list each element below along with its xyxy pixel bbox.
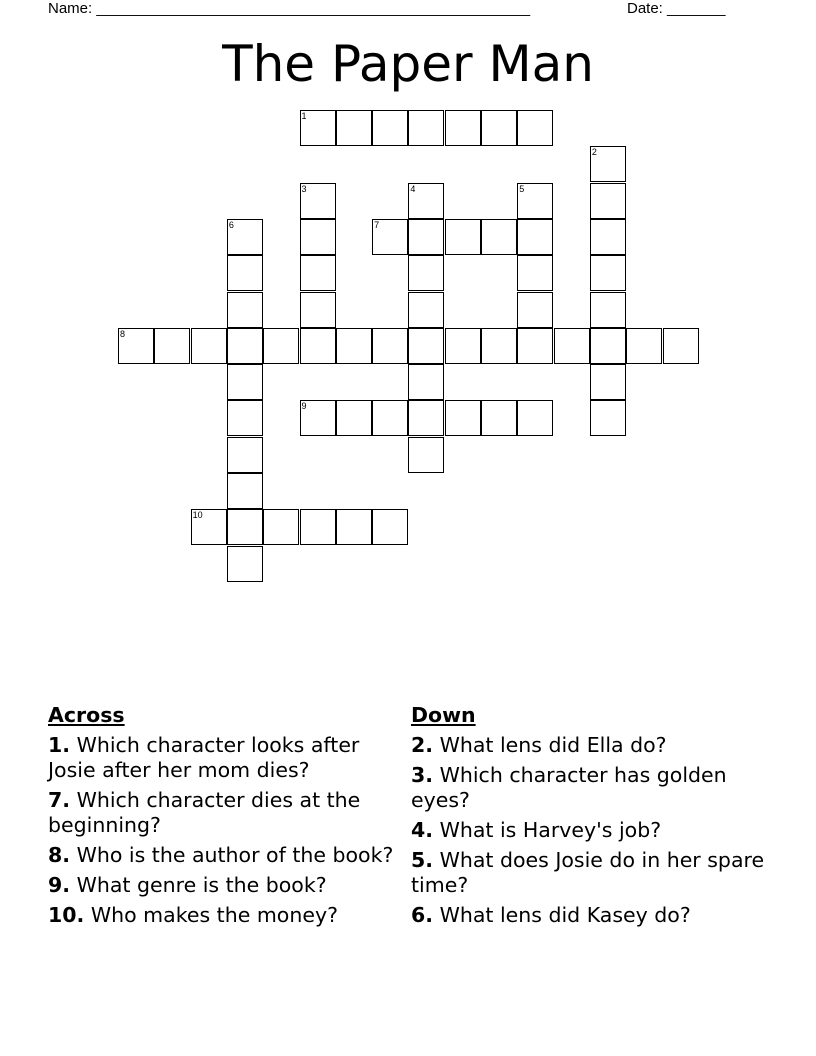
crossword-cell[interactable]: [408, 328, 444, 364]
crossword-cell[interactable]: [590, 255, 626, 291]
crossword-cell[interactable]: [590, 183, 626, 219]
crossword-cell[interactable]: [408, 437, 444, 473]
crossword-cell[interactable]: [227, 364, 263, 400]
crossword-cell[interactable]: [590, 292, 626, 328]
clue-number: 5.: [411, 848, 434, 872]
crossword-cell[interactable]: [300, 219, 336, 255]
crossword-cell[interactable]: [408, 364, 444, 400]
clue-down-6: [411, 903, 771, 928]
crossword-cell[interactable]: [336, 509, 372, 545]
cell-number: 10: [192, 510, 203, 521]
crossword-cell[interactable]: [118, 328, 154, 364]
crossword-cell[interactable]: [336, 110, 372, 146]
crossword-cell[interactable]: [227, 509, 263, 545]
down-heading: Down: [411, 703, 476, 727]
across-clues: [48, 703, 408, 933]
crossword-cell[interactable]: [408, 255, 444, 291]
date-line: Date: _______: [627, 0, 726, 17]
crossword-cell[interactable]: [481, 219, 517, 255]
crossword-cell[interactable]: [300, 509, 336, 545]
clue-text: What does Josie do in her spare time?: [411, 848, 765, 897]
clue-number: 7.: [48, 788, 71, 812]
clue-text: What genre is the book?: [76, 873, 327, 897]
across-heading: Across: [48, 703, 125, 727]
crossword-cell[interactable]: [191, 328, 227, 364]
clue-number: 4.: [411, 818, 434, 842]
clue-text: Who makes the money?: [90, 903, 338, 927]
clue-across-7: [48, 788, 408, 838]
crossword-cell[interactable]: [300, 400, 336, 436]
crossword-cell[interactable]: [372, 110, 408, 146]
crossword-cell[interactable]: [300, 183, 336, 219]
crossword-cell[interactable]: [517, 110, 553, 146]
clue-number: 9.: [48, 873, 71, 897]
clue-number: 2.: [411, 733, 434, 757]
cell-number: 7: [374, 219, 380, 230]
crossword-cell[interactable]: [300, 255, 336, 291]
clue-number: 8.: [48, 843, 71, 867]
clue-text: Which character looks after Josie after her mom dies?: [48, 733, 360, 782]
clue-number: 6.: [411, 903, 434, 927]
crossword-cell[interactable]: [372, 328, 408, 364]
crossword-cell[interactable]: [227, 546, 263, 582]
crossword-cell[interactable]: [300, 328, 336, 364]
crossword-cell[interactable]: [663, 328, 699, 364]
crossword-cell[interactable]: [517, 400, 553, 436]
cell-number: 9: [301, 401, 307, 412]
crossword-cell[interactable]: [517, 219, 553, 255]
cell-number: 1: [301, 111, 307, 121]
clue-text: What is Harvey's job?: [439, 818, 662, 842]
clue-down-5: [411, 848, 771, 898]
clue-number: 10.: [48, 903, 85, 927]
crossword-cell[interactable]: [517, 328, 553, 364]
crossword-cell[interactable]: [445, 328, 481, 364]
crossword-cell[interactable]: [481, 110, 517, 146]
clue-across-1: [48, 733, 408, 783]
down-clues: [411, 703, 771, 933]
crossword-cell[interactable]: [517, 183, 553, 219]
crossword-cell[interactable]: [445, 110, 481, 146]
crossword-cell[interactable]: [590, 400, 626, 436]
clue-text: Which character dies at the beginning?: [48, 788, 361, 837]
crossword-cell[interactable]: [626, 328, 662, 364]
crossword-cell[interactable]: [263, 509, 299, 545]
crossword-cell[interactable]: [154, 328, 190, 364]
cell-number: 2: [591, 147, 597, 158]
crossword-cell[interactable]: [227, 437, 263, 473]
crossword-cell[interactable]: [517, 292, 553, 328]
clue-text: What lens did Ella do?: [439, 733, 667, 757]
cell-number: 6: [228, 219, 234, 230]
crossword-cell[interactable]: [408, 110, 444, 146]
crossword-cell[interactable]: [481, 400, 517, 436]
cell-number: 8: [120, 328, 126, 339]
crossword-cell[interactable]: [590, 328, 626, 364]
page-title: The Paper Man: [222, 35, 594, 93]
clue-across-10: [48, 903, 408, 928]
crossword-cell[interactable]: [227, 255, 263, 291]
clue-down-3: [411, 763, 771, 813]
cell-number: 5: [519, 183, 525, 194]
clue-down-4: [411, 818, 771, 843]
crossword-cell[interactable]: [408, 219, 444, 255]
clue-text: Which character has golden eyes?: [411, 763, 727, 812]
clue-number: 3.: [411, 763, 434, 787]
crossword-cell[interactable]: [263, 328, 299, 364]
crossword-cell[interactable]: [517, 255, 553, 291]
cell-number: 3: [301, 183, 307, 194]
crossword-cell[interactable]: [300, 110, 336, 146]
clue-text: Who is the author of the book?: [76, 843, 394, 867]
crossword-cell[interactable]: [590, 146, 626, 182]
crossword-cell[interactable]: [336, 400, 372, 436]
crossword-cell[interactable]: [554, 328, 590, 364]
clue-across-9: [48, 873, 408, 898]
crossword-cell[interactable]: [408, 400, 444, 436]
clue-number: 1.: [48, 733, 71, 757]
crossword-cell[interactable]: [445, 219, 481, 255]
cell-number: 4: [410, 183, 416, 194]
crossword-cell[interactable]: [372, 509, 408, 545]
crossword-cell[interactable]: [300, 292, 336, 328]
crossword-cell[interactable]: [191, 509, 227, 545]
clue-across-8: [48, 843, 408, 868]
crossword-cell[interactable]: [372, 219, 408, 255]
name-line: Name: ____________________________________________________: [48, 0, 531, 17]
crossword-cell[interactable]: [590, 364, 626, 400]
crossword-cell[interactable]: [227, 328, 263, 364]
crossword-cell[interactable]: [227, 219, 263, 255]
crossword-cell[interactable]: [408, 292, 444, 328]
crossword-cell[interactable]: [481, 328, 517, 364]
crossword-cell[interactable]: [590, 219, 626, 255]
clue-text: What lens did Kasey do?: [439, 903, 691, 927]
crossword-cell[interactable]: [227, 292, 263, 328]
crossword-cell[interactable]: [372, 400, 408, 436]
clue-down-2: [411, 733, 771, 758]
crossword-cell[interactable]: [408, 183, 444, 219]
crossword-cell[interactable]: [445, 400, 481, 436]
crossword-cell[interactable]: [336, 328, 372, 364]
crossword-cell[interactable]: [227, 400, 263, 436]
crossword-cell[interactable]: [227, 473, 263, 509]
